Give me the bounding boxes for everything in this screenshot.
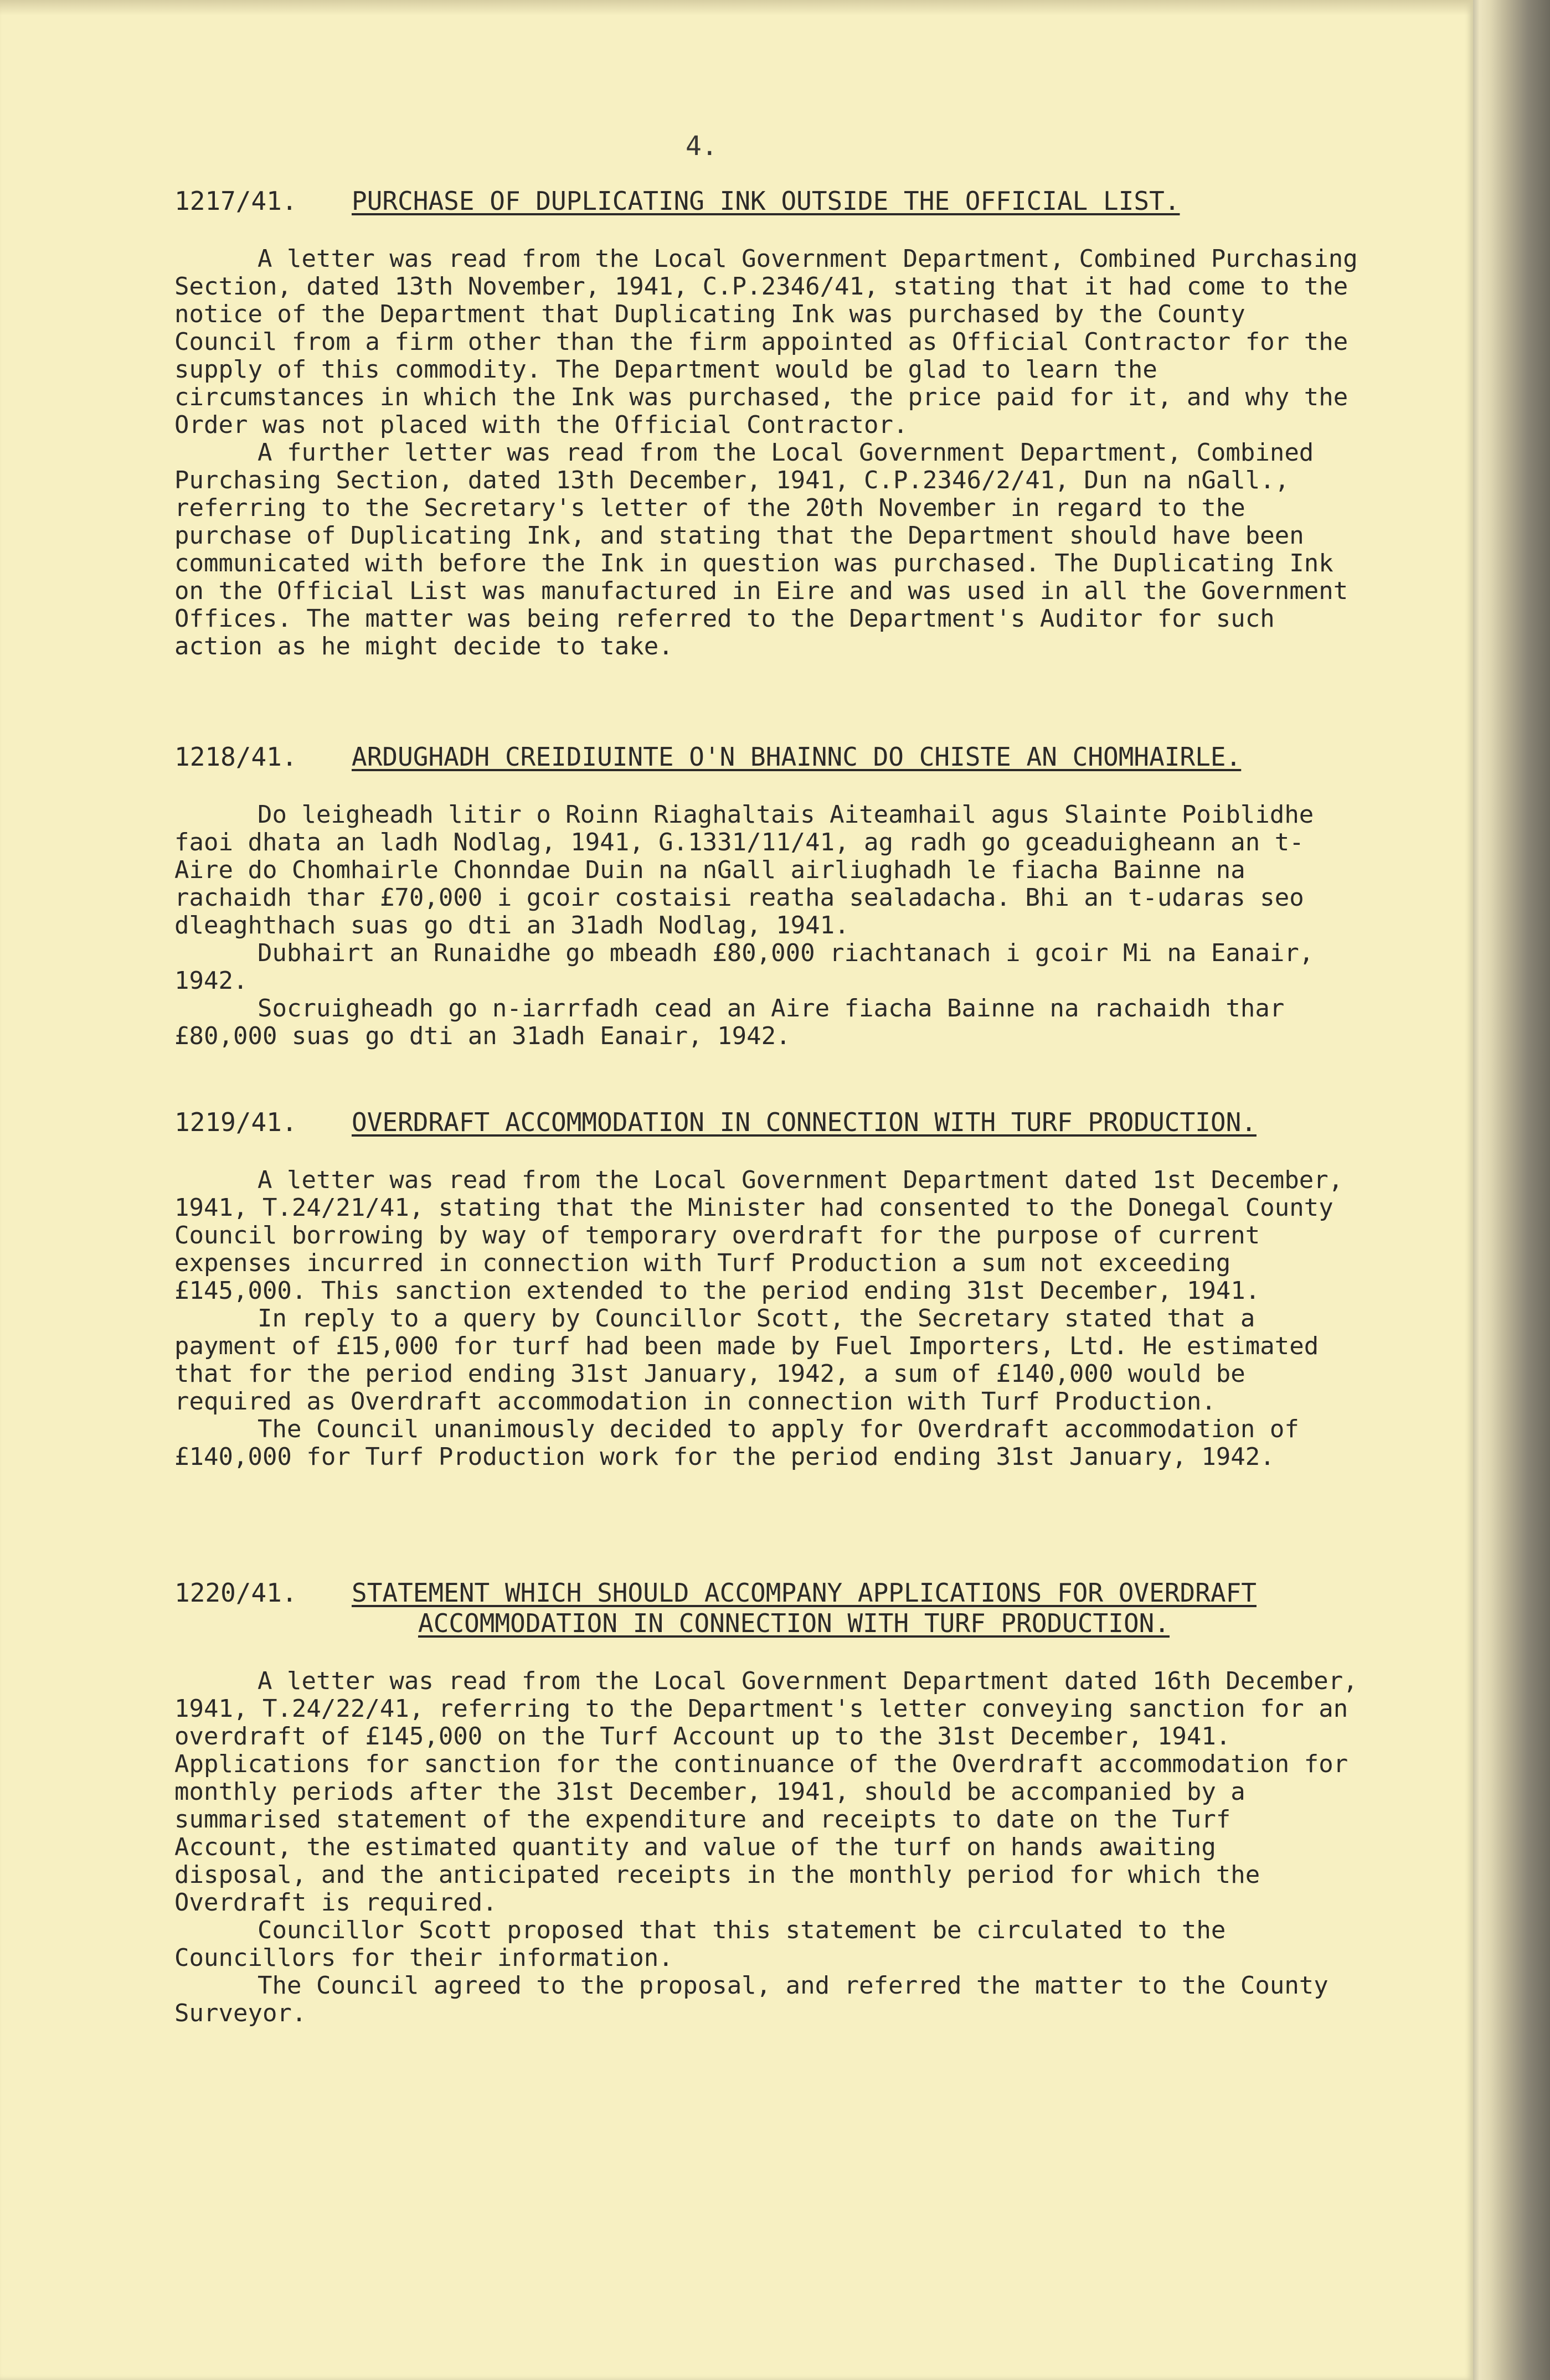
paragraph: A letter was read from the Local Government Department, Combined Purchasing Section, dated 13th November, 1941, C.P.2346/41, stating that it had come to the notice of the Department that Duplicating Ink was purchased by the County Council from a firm other than the firm appointed as Official Contractor for the supply of this commodity. The Department would be glad to learn the circumstances in which the Ink was purchased, the price paid for it, and why the Order was not placed with the Official Contractor. xyxy=(174,245,1358,440)
paragraph: Do leigheadh litir o Roinn Riaghaltais Aiteamhail agus Slainte Poiblidhe faoi dhata an ladh Nodlag, 1941, G.1331/11/41, ag radh go gceaduigheann an t-Aire do Chomhairle Chonndae Duin na nGall airliughadh le fiacha Bainne na rachaidh thar £70,000 i gcoir costaisi reatha sealadacha. Bhi an t-udaras seo dleaghthach suas go dti an 31adh Nodlag, 1941. xyxy=(174,801,1314,940)
paragraph: The Council agreed to the proposal, and referred the matter to the County Surveyor. xyxy=(174,1971,1328,2028)
minute-item-1220 xyxy=(174,1578,1360,2027)
paragraph: The Council unanimously decided to apply for Overdraft accommodation of £140,000 for Turf Production work for the period ending 31st January, 1942. xyxy=(174,1415,1299,1472)
paragraph: In reply to a query by Councillor Scott, the Secretary stated that a payment of £15,000 for turf had been made by Fuel Importers, Ltd. He estimated that for the period ending 31st January, 1942, a sum of £140,000 would be required as Overdraft accommodation in connection with Turf Production. xyxy=(174,1304,1319,1416)
minute-item-1218 xyxy=(174,742,1360,1050)
item-title: OVERDRAFT ACCOMMODATION IN CONNECTION WITH TURF PRODUCTION. xyxy=(352,1107,1257,1137)
item-number: 1220/41. xyxy=(174,1578,297,1608)
item-title: ARDUGHADH CREIDIUINTE O'N BHAINNC DO CHISTE AN CHOMHAIRLE. xyxy=(352,742,1242,772)
paragraph: A further letter was read from the Local Government Department, Combined Purchasing Section, dated 13th December, 1941, C.P.2346/2/41, Dun na nGall., referring to the Secretary's letter of the 20th November in regard to the purchase of Duplicating Ink, and stating that the Department should have been communicated with before the Ink in question was purchased. The Duplicating Ink on the Official List was manufactured in Eire and was used in all the Government Offices. The matter was being referred to the Department's Auditor for such action as he might decide to take. xyxy=(174,438,1348,661)
item-heading xyxy=(174,1578,1360,1639)
paragraph: Councillor Scott proposed that this statement be circulated to the Councillors for their information. xyxy=(174,1916,1226,1973)
item-body xyxy=(174,1166,1360,1471)
paragraph: A letter was read from the Local Government Department dated 1st December, 1941, T.24/21/41, stating that the Minister had consented to the Donegal County Council borrowing by way of temporary overdraft for the purpose of current expenses incurred in connection with Turf Production a sum not exceeding £145,000. This sanction extended to the period ending 31st December, 1941. xyxy=(174,1166,1343,1305)
item-number: 1219/41. xyxy=(174,1107,297,1137)
minute-item-1219 xyxy=(174,1107,1360,1471)
item-heading xyxy=(174,186,1360,216)
item-number: 1217/41. xyxy=(174,186,297,216)
item-body xyxy=(174,245,1360,660)
item-body xyxy=(174,801,1360,1050)
item-title-line-2: ACCOMMODATION IN CONNECTION WITH TURF PRODUCTION. xyxy=(418,1608,1170,1639)
paragraph: Dubhairt an Runaidhe go mbeadh £80,000 riachtanach i gcoir Mi na Eanair, 1942. xyxy=(174,939,1314,995)
item-title: PURCHASE OF DUPLICATING INK OUTSIDE THE OFFICIAL LIST. xyxy=(352,186,1180,216)
item-heading xyxy=(174,742,1360,772)
page-number: 4. xyxy=(686,131,718,162)
paragraph: Socruigheadh go n-iarrfadh cead an Aire fiacha Bainne na rachaidh thar £80,000 suas go dti an 31adh Eanair, 1942. xyxy=(174,994,1285,1051)
item-body xyxy=(174,1667,1360,2027)
item-number: 1218/41. xyxy=(174,742,297,772)
item-title xyxy=(352,1578,1257,1639)
paragraph: A letter was read from the Local Government Department dated 16th December, 1941, T.24/22/41, referring to the Department's letter conveying sanction for an overdraft of £145,000 on the Turf Account up to the 31st December, 1941. Applications for sanction for the continuance of the Overdraft accommodation for monthly periods after the 31st December, 1941, should be accompanied by a summarised statement of the expenditure and receipts to date on the Turf Account, the estimated quantity and value of the turf on hands awaiting disposal, and the anticipated receipts in the monthly period for which the Overdraft is required. xyxy=(174,1667,1358,1917)
page-top-shadow xyxy=(0,0,1550,16)
book-page-edge xyxy=(1473,0,1550,2380)
item-title-line-1: STATEMENT WHICH SHOULD ACCOMPANY APPLICATIONS FOR OVERDRAFT xyxy=(352,1578,1257,1608)
minute-item-1217 xyxy=(174,186,1360,660)
item-heading xyxy=(174,1107,1360,1138)
